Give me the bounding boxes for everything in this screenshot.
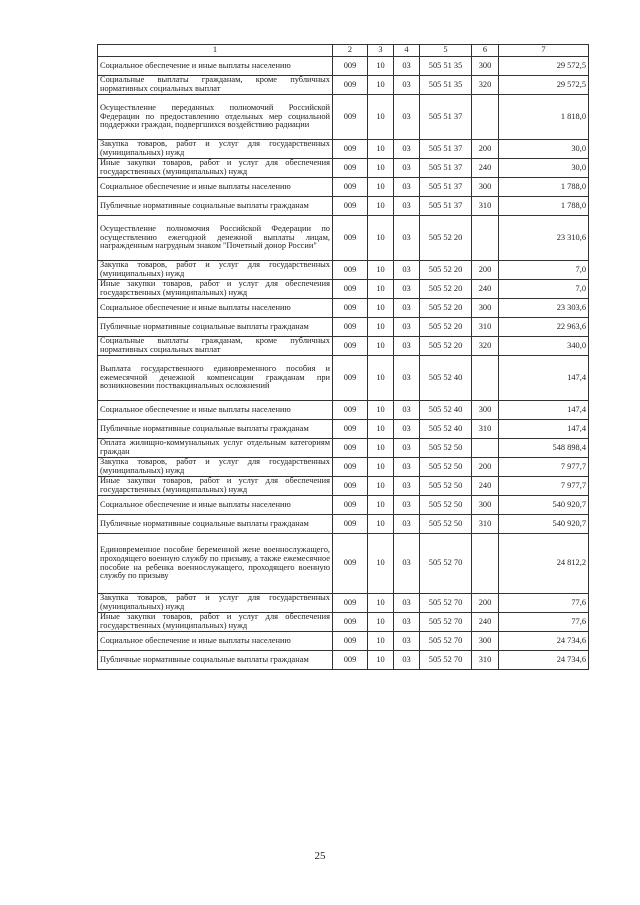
table-row [98,140,589,159]
cell-section: 10 [368,159,394,178]
cell-amount: 29 572,5 [499,57,589,76]
cell-target-article: 505 52 70 [420,632,472,651]
cell-expense-type [472,439,499,458]
table-row [98,216,589,261]
cell-section: 10 [368,178,394,197]
table-row [98,337,589,356]
cell-target-article: 505 52 20 [420,318,472,337]
cell-expense-type [472,216,499,261]
cell-target-article: 505 52 50 [420,496,472,515]
cell-amount: 24 734,6 [499,632,589,651]
cell-ministry-code: 009 [333,515,368,534]
cell-amount: 7,0 [499,261,589,280]
cell-section: 10 [368,140,394,159]
table-row [98,280,589,299]
cell-expense-type: 300 [472,632,499,651]
table-row [98,458,589,477]
cell-amount: 24 734,6 [499,651,589,670]
cell-expense-type: 240 [472,280,499,299]
cell-section: 10 [368,594,394,613]
cell-subsection: 03 [394,458,420,477]
cell-section: 10 [368,496,394,515]
table-row [98,57,589,76]
cell-ministry-code: 009 [333,178,368,197]
cell-target-article: 505 51 37 [420,197,472,216]
column-header: 4 [394,45,420,57]
cell-amount: 7 977,7 [499,458,589,477]
cell-expense-type: 300 [472,178,499,197]
cell-subsection: 03 [394,318,420,337]
cell-subsection: 03 [394,439,420,458]
cell-target-article: 505 52 70 [420,651,472,670]
cell-ministry-code: 009 [333,57,368,76]
cell-subsection: 03 [394,178,420,197]
table-row [98,261,589,280]
cell-target-article: 505 52 50 [420,439,472,458]
column-header: 2 [333,45,368,57]
cell-name: Иные закупки товаров, работ и услуг для обеспечения государственных (муниципальных) нужд [98,613,333,632]
cell-expense-type: 200 [472,594,499,613]
cell-expense-type: 310 [472,420,499,439]
cell-name: Иные закупки товаров, работ и услуг для обеспечения государственных (муниципальных) нужд [98,159,333,178]
table-row [98,534,589,594]
cell-section: 10 [368,356,394,401]
cell-target-article: 505 51 35 [420,57,472,76]
cell-expense-type: 310 [472,318,499,337]
cell-ministry-code: 009 [333,299,368,318]
cell-subsection: 03 [394,356,420,401]
cell-amount: 1 788,0 [499,178,589,197]
cell-amount: 23 310,6 [499,216,589,261]
cell-amount: 1 788,0 [499,197,589,216]
cell-amount: 1 818,0 [499,95,589,140]
cell-expense-type: 300 [472,496,499,515]
cell-expense-type: 240 [472,613,499,632]
cell-expense-type: 310 [472,651,499,670]
cell-expense-type: 320 [472,76,499,95]
cell-name: Закупка товаров, работ и услуг для государственных (муниципальных) нужд [98,140,333,159]
cell-subsection: 03 [394,515,420,534]
cell-section: 10 [368,534,394,594]
cell-name: Осуществление переданных полномочий Российской Федерации по предоставлению отдельных мер социальной поддержки граждан, подвергшихся воздействию радиации [98,95,333,140]
cell-expense-type: 240 [472,477,499,496]
column-header: 5 [420,45,472,57]
budget-table [97,44,589,670]
table-row [98,197,589,216]
cell-expense-type: 240 [472,159,499,178]
cell-ministry-code: 009 [333,420,368,439]
cell-subsection: 03 [394,477,420,496]
cell-name: Публичные нормативные социальные выплаты гражданам [98,420,333,439]
table-row [98,613,589,632]
cell-section: 10 [368,76,394,95]
cell-expense-type: 310 [472,197,499,216]
cell-amount: 7 977,7 [499,477,589,496]
cell-name: Публичные нормативные социальные выплаты гражданам [98,197,333,216]
cell-ministry-code: 009 [333,337,368,356]
cell-subsection: 03 [394,613,420,632]
cell-ministry-code: 009 [333,496,368,515]
cell-target-article: 505 52 20 [420,337,472,356]
cell-target-article: 505 52 50 [420,515,472,534]
cell-subsection: 03 [394,76,420,95]
cell-section: 10 [368,420,394,439]
cell-subsection: 03 [394,299,420,318]
cell-expense-type: 320 [472,337,499,356]
cell-target-article: 505 52 50 [420,477,472,496]
cell-subsection: 03 [394,496,420,515]
table-row [98,651,589,670]
cell-expense-type: 200 [472,261,499,280]
cell-subsection: 03 [394,420,420,439]
cell-target-article: 505 52 50 [420,458,472,477]
table-row [98,439,589,458]
cell-name: Социальное обеспечение и иные выплаты населению [98,632,333,651]
column-header: 1 [98,45,333,57]
cell-name: Выплата государственного единовременного пособия и ежемесячной денежной компенсации гражданам при возникновении поствакцинальных осложнений [98,356,333,401]
cell-name: Социальное обеспечение и иные выплаты населению [98,178,333,197]
cell-subsection: 03 [394,632,420,651]
cell-section: 10 [368,216,394,261]
cell-name: Иные закупки товаров, работ и услуг для обеспечения государственных (муниципальных) нужд [98,477,333,496]
cell-target-article: 505 51 37 [420,140,472,159]
cell-ministry-code: 009 [333,159,368,178]
cell-expense-type [472,95,499,140]
cell-amount: 540 920,7 [499,496,589,515]
cell-ministry-code: 009 [333,651,368,670]
cell-ministry-code: 009 [333,280,368,299]
cell-name: Публичные нормативные социальные выплаты гражданам [98,651,333,670]
cell-ministry-code: 009 [333,439,368,458]
cell-amount: 30,0 [499,159,589,178]
cell-section: 10 [368,477,394,496]
table-row [98,594,589,613]
cell-section: 10 [368,261,394,280]
cell-subsection: 03 [394,197,420,216]
cell-subsection: 03 [394,337,420,356]
cell-ministry-code: 009 [333,318,368,337]
cell-ministry-code: 009 [333,458,368,477]
cell-name: Оплата жилищно-коммунальных услуг отдельным категориям граждан [98,439,333,458]
cell-subsection: 03 [394,140,420,159]
cell-amount: 147,4 [499,356,589,401]
cell-name: Публичные нормативные социальные выплаты гражданам [98,515,333,534]
cell-section: 10 [368,458,394,477]
cell-amount: 22 963,6 [499,318,589,337]
cell-subsection: 03 [394,95,420,140]
table-row [98,159,589,178]
cell-section: 10 [368,439,394,458]
cell-amount: 77,6 [499,613,589,632]
cell-ministry-code: 009 [333,197,368,216]
cell-target-article: 505 51 37 [420,159,472,178]
cell-amount: 340,0 [499,337,589,356]
page-number: 25 [314,850,326,862]
cell-subsection: 03 [394,534,420,594]
cell-ministry-code: 009 [333,95,368,140]
cell-section: 10 [368,299,394,318]
table-row [98,178,589,197]
cell-target-article: 505 52 70 [420,594,472,613]
cell-ministry-code: 009 [333,356,368,401]
cell-section: 10 [368,632,394,651]
cell-section: 10 [368,515,394,534]
cell-target-article: 505 52 70 [420,613,472,632]
cell-target-article: 505 51 37 [420,178,472,197]
header-row [98,45,589,57]
cell-section: 10 [368,651,394,670]
cell-amount: 147,4 [499,401,589,420]
table-row [98,318,589,337]
cell-subsection: 03 [394,280,420,299]
cell-expense-type: 300 [472,299,499,318]
cell-section: 10 [368,57,394,76]
column-header: 7 [499,45,589,57]
table-row [98,95,589,140]
cell-subsection: 03 [394,651,420,670]
cell-section: 10 [368,318,394,337]
cell-ministry-code: 009 [333,140,368,159]
cell-name: Единовременное пособие беременной жене военнослужащего, проходящего военную службу по призыву, а также ежемесячное пособие на ребенка военнослужащего, проходящего военную службу по призыву [98,534,333,594]
cell-ministry-code: 009 [333,401,368,420]
cell-target-article: 505 52 20 [420,299,472,318]
cell-subsection: 03 [394,57,420,76]
cell-expense-type: 310 [472,515,499,534]
table-row [98,420,589,439]
cell-name: Публичные нормативные социальные выплаты гражданам [98,318,333,337]
cell-target-article: 505 52 40 [420,401,472,420]
table-row [98,401,589,420]
cell-name: Социальные выплаты гражданам, кроме публичных нормативных социальных выплат [98,337,333,356]
cell-amount: 77,6 [499,594,589,613]
cell-name: Социальное обеспечение и иные выплаты населению [98,401,333,420]
cell-expense-type: 200 [472,458,499,477]
cell-target-article: 505 52 20 [420,261,472,280]
table-row [98,515,589,534]
cell-amount: 23 303,6 [499,299,589,318]
cell-amount: 540 920,7 [499,515,589,534]
cell-name: Закупка товаров, работ и услуг для государственных (муниципальных) нужд [98,594,333,613]
cell-target-article: 505 52 20 [420,280,472,299]
cell-section: 10 [368,197,394,216]
cell-name: Социальное обеспечение и иные выплаты населению [98,299,333,318]
cell-ministry-code: 009 [333,477,368,496]
cell-name: Социальное обеспечение и иные выплаты населению [98,496,333,515]
table-row [98,477,589,496]
cell-target-article: 505 52 20 [420,216,472,261]
cell-name: Осуществление полномочия Российской Федерации по осуществлению ежегодной денежной выплаты лицам, награжденным нагрудным знаком "Почетный донор России" [98,216,333,261]
cell-expense-type: 300 [472,57,499,76]
cell-expense-type [472,356,499,401]
cell-ministry-code: 009 [333,594,368,613]
cell-section: 10 [368,613,394,632]
cell-section: 10 [368,280,394,299]
cell-target-article: 505 52 40 [420,420,472,439]
cell-amount: 24 812,2 [499,534,589,594]
column-header: 6 [472,45,499,57]
table-row [98,299,589,318]
cell-amount: 548 898,4 [499,439,589,458]
cell-section: 10 [368,95,394,140]
cell-ministry-code: 009 [333,216,368,261]
cell-name: Иные закупки товаров, работ и услуг для обеспечения государственных (муниципальных) нужд [98,280,333,299]
cell-ministry-code: 009 [333,613,368,632]
cell-subsection: 03 [394,216,420,261]
cell-subsection: 03 [394,401,420,420]
cell-target-article: 505 51 37 [420,95,472,140]
cell-ministry-code: 009 [333,76,368,95]
table-row [98,496,589,515]
cell-subsection: 03 [394,594,420,613]
cell-subsection: 03 [394,261,420,280]
cell-name: Социальные выплаты гражданам, кроме публичных нормативных социальных выплат [98,76,333,95]
cell-ministry-code: 009 [333,261,368,280]
column-header: 3 [368,45,394,57]
cell-name: Закупка товаров, работ и услуг для государственных (муниципальных) нужд [98,458,333,477]
cell-name: Закупка товаров, работ и услуг для государственных (муниципальных) нужд [98,261,333,280]
cell-target-article: 505 52 40 [420,356,472,401]
cell-amount: 7,0 [499,280,589,299]
cell-expense-type: 200 [472,140,499,159]
cell-amount: 30,0 [499,140,589,159]
cell-ministry-code: 009 [333,534,368,594]
table-body [98,57,589,670]
cell-amount: 29 572,5 [499,76,589,95]
cell-target-article: 505 52 70 [420,534,472,594]
cell-section: 10 [368,337,394,356]
table-row [98,356,589,401]
cell-expense-type [472,534,499,594]
cell-subsection: 03 [394,159,420,178]
cell-section: 10 [368,401,394,420]
cell-ministry-code: 009 [333,632,368,651]
table-row [98,632,589,651]
cell-name: Социальное обеспечение и иные выплаты населению [98,57,333,76]
cell-amount: 147,4 [499,420,589,439]
cell-expense-type: 300 [472,401,499,420]
table-row [98,76,589,95]
cell-target-article: 505 51 35 [420,76,472,95]
